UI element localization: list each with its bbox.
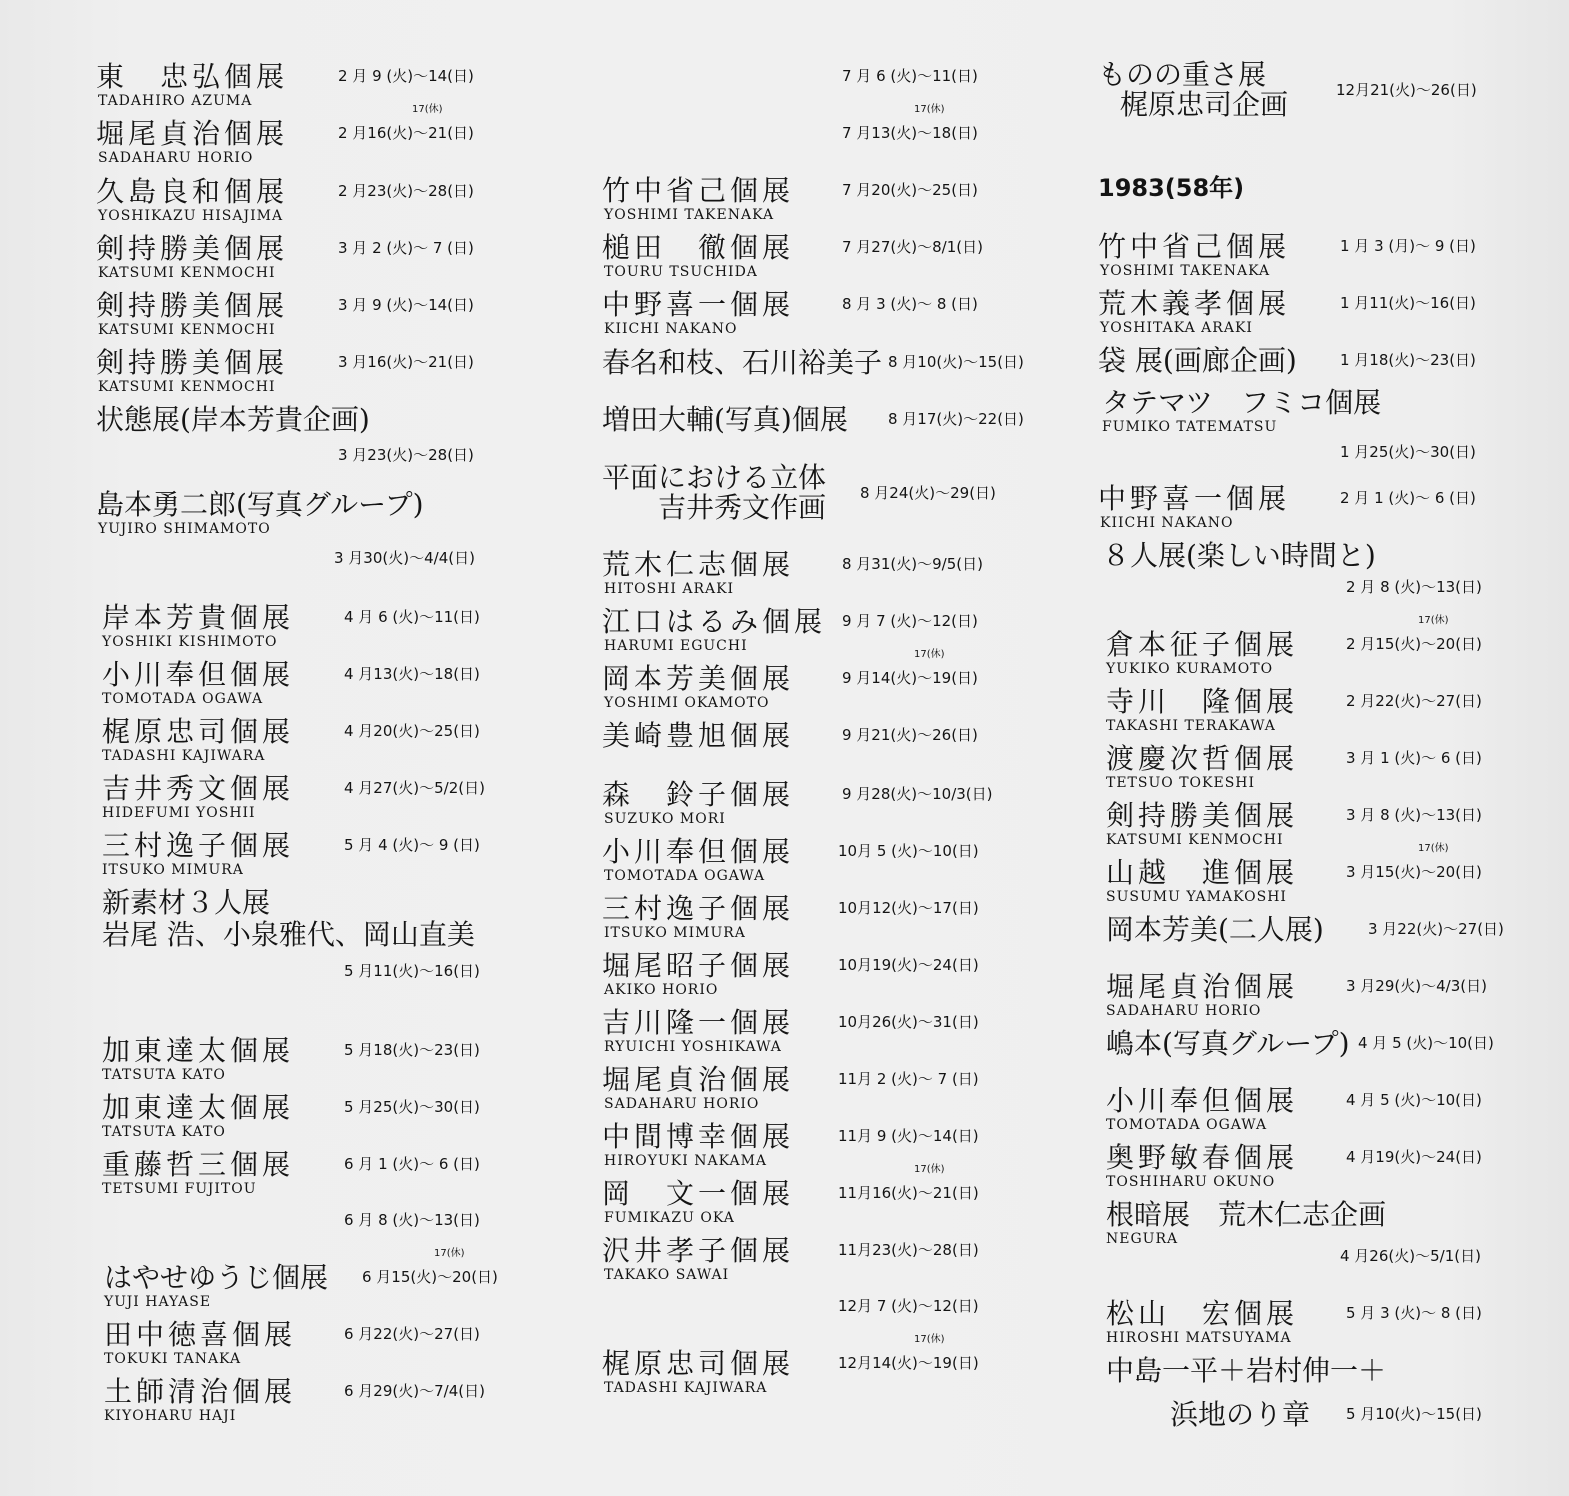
exhibition-date: 6 月 8 (火)～13(日) xyxy=(344,1211,480,1229)
artist-romaji: SADAHARU HORIO xyxy=(604,1096,760,1112)
exhibition-title: 小川奉但個展 xyxy=(1106,1084,1299,1117)
exhibition-subtitle: 浜地のり章 xyxy=(1170,1398,1311,1431)
artist-romaji: KIICHI NAKANO xyxy=(604,321,738,337)
exhibition-title: 寺川 隆個展 xyxy=(1106,685,1299,718)
exhibition-title: 根暗展 荒木仁志企画 xyxy=(1106,1198,1387,1231)
exhibition-title: 小川奉但個展 xyxy=(602,835,795,868)
exhibition-title: 三村逸子個展 xyxy=(102,829,295,862)
exhibition-date: 1 月11(火)～16(日) xyxy=(1340,294,1476,312)
exhibition-title: 重藤哲三個展 xyxy=(102,1148,295,1181)
exhibition-title: 島本勇二郎(写真グループ) xyxy=(96,488,424,521)
exhibition-date: 6 月15(火)～20(日) xyxy=(362,1268,498,1286)
exhibition-date: 11月 2 (火)～ 7 (日) xyxy=(838,1070,979,1088)
artist-romaji: FUMIKAZU OKA xyxy=(604,1210,735,1226)
exhibition-title: ものの重さ展 xyxy=(1098,58,1267,91)
exhibition-title: 剣持勝美個展 xyxy=(96,346,289,379)
artist-romaji: TOKUKI TANAKA xyxy=(104,1351,242,1367)
exhibition-title: 剣持勝美個展 xyxy=(1106,799,1299,832)
artist-romaji: TOMOTADA OGAWA xyxy=(1106,1117,1268,1133)
exhibition-title: 平面における立体 xyxy=(602,461,827,494)
artist-romaji: YUKIKO KURAMOTO xyxy=(1106,661,1274,677)
artist-romaji: KATSUMI KENMOCHI xyxy=(98,322,276,338)
artist-romaji: YOSHITAKA ARAKI xyxy=(1100,320,1253,336)
exhibition-title: タテマツ フミコ個展 xyxy=(1102,386,1382,419)
exhibition-date: 3 月 8 (火)～13(日) xyxy=(1346,806,1482,824)
exhibition-title: 中島一平＋岩村伸一＋ xyxy=(1106,1354,1387,1387)
exhibition-date: 10月12(火)～17(日) xyxy=(838,899,979,917)
exhibition-title: 剣持勝美個展 xyxy=(96,232,289,265)
holiday-note: 17(休) xyxy=(914,104,945,115)
exhibition-date: 1 月 3 (月)～ 9 (日) xyxy=(1340,237,1476,255)
exhibition-date: 4 月 5 (火)～10(日) xyxy=(1358,1034,1494,1052)
exhibition-date: 3 月22(火)～27(日) xyxy=(1368,920,1504,938)
exhibition-date: 4 月13(火)～18(日) xyxy=(344,665,480,683)
exhibition-date: 11月16(火)～21(日) xyxy=(838,1184,979,1202)
exhibition-title: 岡 文一個展 xyxy=(602,1177,795,1210)
artist-romaji: SADAHARU HORIO xyxy=(1106,1003,1262,1019)
exhibition-date: 2 月 8 (火)～13(日) xyxy=(1346,578,1482,596)
exhibition-date: 12月21(火)～26(日) xyxy=(1336,81,1477,99)
exhibition-title: 江口はるみ個展 xyxy=(602,605,827,638)
exhibition-title: 加東達太個展 xyxy=(102,1091,295,1124)
artist-romaji: TATSUTA KATO xyxy=(102,1067,226,1083)
artist-romaji: HIROSHI MATSUYAMA xyxy=(1106,1330,1292,1346)
exhibition-date: 4 月26(火)～5/1(日) xyxy=(1340,1247,1481,1265)
artist-romaji: KATSUMI KENMOCHI xyxy=(98,379,276,395)
artist-romaji: KIYOHARU HAJI xyxy=(104,1408,237,1424)
artist-romaji: TETSUMI FUJITOU xyxy=(102,1181,257,1197)
exhibition-title: 春名和枝、石川裕美子 xyxy=(602,346,883,379)
exhibition-title: ８人展(楽しい時間と) xyxy=(1102,539,1376,572)
artist-romaji: TATSUTA KATO xyxy=(102,1124,226,1140)
exhibition-date: 1 月18(火)～23(日) xyxy=(1340,351,1476,369)
exhibition-title: 沢井孝子個展 xyxy=(602,1234,795,1267)
exhibition-date: 2 月22(火)～27(日) xyxy=(1346,692,1482,710)
exhibition-date: 6 月 1 (火)～ 6 (日) xyxy=(344,1155,480,1173)
holiday-note: 17(休) xyxy=(914,1164,945,1175)
exhibition-date: 3 月 2 (火)～ 7 (日) xyxy=(338,239,474,257)
artist-romaji: TADAHIRO AZUMA xyxy=(98,93,253,109)
holiday-note: 17(休) xyxy=(914,649,945,660)
holiday-note: 17(休) xyxy=(412,104,443,115)
exhibition-date: 3 月30(火)～4/4(日) xyxy=(334,549,475,567)
artist-romaji: TAKAKO SAWAI xyxy=(604,1267,730,1283)
exhibition-title: 久島良和個展 xyxy=(96,175,289,208)
exhibition-date: 11月 9 (火)～14(日) xyxy=(838,1127,979,1145)
exhibition-title: 荒木義孝個展 xyxy=(1098,287,1291,320)
exhibition-date: 7 月 6 (火)～11(日) xyxy=(842,67,978,85)
exhibition-title: 小川奉但個展 xyxy=(102,658,295,691)
column-1 xyxy=(96,0,556,1496)
artist-romaji: YOSHIMI OKAMOTO xyxy=(604,695,770,711)
exhibition-title: 堀尾貞治個展 xyxy=(1106,970,1299,1003)
exhibition-date: 2 月16(火)～21(日) xyxy=(338,124,474,142)
exhibition-date: 12月14(火)～19(日) xyxy=(838,1354,979,1372)
exhibition-title: 梶原忠司個展 xyxy=(602,1347,795,1380)
exhibition-title: 森 鈴子個展 xyxy=(602,778,795,811)
exhibition-title: 岡本芳美個展 xyxy=(602,662,795,695)
exhibition-date: 3 月15(火)～20(日) xyxy=(1346,863,1482,881)
exhibition-title: 荒木仁志個展 xyxy=(602,548,795,581)
exhibition-title: 嶋本(写真グループ) xyxy=(1106,1027,1350,1060)
artist-romaji: TOURU TSUCHIDA xyxy=(604,264,758,280)
exhibition-date: 2 月23(火)～28(日) xyxy=(338,182,474,200)
exhibition-date: 10月26(火)～31(日) xyxy=(838,1013,979,1031)
holiday-note: 17(休) xyxy=(914,1334,945,1345)
exhibition-date: 5 月18(火)～23(日) xyxy=(344,1041,480,1059)
exhibition-date: 8 月 3 (火)～ 8 (日) xyxy=(842,295,978,313)
exhibition-date: 4 月 5 (火)～10(日) xyxy=(1346,1091,1482,1109)
artist-romaji: HIDEFUMI YOSHII xyxy=(102,805,256,821)
exhibition-date: 10月 5 (火)～10(日) xyxy=(838,842,979,860)
exhibition-title: はやせゆうじ個展 xyxy=(104,1261,329,1294)
artist-romaji: YOSHIMI TAKENAKA xyxy=(1100,263,1271,279)
exhibition-title: 槌田 徹個展 xyxy=(602,231,795,264)
artist-romaji: HITOSHI ARAKI xyxy=(604,581,735,597)
exhibition-title: 中間博幸個展 xyxy=(602,1120,795,1153)
artist-romaji: TADASHI KAJIWARA xyxy=(604,1380,768,1396)
exhibition-date: 1 月25(火)～30(日) xyxy=(1340,443,1476,461)
exhibition-title: 倉本征子個展 xyxy=(1106,628,1299,661)
exhibition-date: 12月 7 (火)～12(日) xyxy=(838,1297,979,1315)
artist-romaji: TETSUO TOKESHI xyxy=(1106,775,1256,791)
artist-romaji: AKIKO HORIO xyxy=(604,982,719,998)
exhibition-date: 6 月22(火)～27(日) xyxy=(344,1325,480,1343)
exhibition-date: 9 月14(火)～19(日) xyxy=(842,669,978,687)
exhibition-date: 3 月 1 (火)～ 6 (日) xyxy=(1346,749,1482,767)
exhibition-date: 3 月16(火)～21(日) xyxy=(338,353,474,371)
artist-romaji: NEGURA xyxy=(1106,1231,1179,1247)
exhibition-date: 2 月15(火)～20(日) xyxy=(1346,635,1482,653)
exhibition-date: 9 月 7 (火)～12(日) xyxy=(842,612,978,630)
exhibition-date: 5 月25(火)～30(日) xyxy=(344,1098,480,1116)
exhibition-date: 4 月19(火)～24(日) xyxy=(1346,1148,1482,1166)
artist-romaji: SUZUKO MORI xyxy=(604,811,726,827)
artist-romaji: HARUMI EGUCHI xyxy=(604,638,748,654)
exhibition-title: 中野喜一個展 xyxy=(1098,482,1291,515)
column-3 xyxy=(1098,0,1518,1496)
artist-romaji: TOSHIHARU OKUNO xyxy=(1106,1174,1276,1190)
artist-romaji: SADAHARU HORIO xyxy=(98,150,254,166)
exhibition-date: 4 月27(火)～5/2(日) xyxy=(344,779,485,797)
artist-romaji: TADASHI KAJIWARA xyxy=(102,748,266,764)
artist-romaji: YOSHIKAZU HISAJIMA xyxy=(98,208,284,224)
artist-romaji: ITSUKO MIMURA xyxy=(604,925,746,941)
exhibition-title: 東 忠弘個展 xyxy=(96,60,289,93)
exhibition-date: 5 月 3 (火)～ 8 (日) xyxy=(1346,1304,1482,1322)
exhibition-date: 8 月10(火)～15(日) xyxy=(888,353,1024,371)
exhibition-date: 7 月27(火)～8/1(日) xyxy=(842,238,983,256)
exhibition-date: 8 月17(火)～22(日) xyxy=(888,410,1024,428)
exhibition-title: 中野喜一個展 xyxy=(602,288,795,321)
exhibition-date: 6 月29(火)～7/4(日) xyxy=(344,1382,485,1400)
exhibition-date: 3 月 9 (火)～14(日) xyxy=(338,296,474,314)
exhibition-title: 渡慶次哲個展 xyxy=(1106,742,1299,775)
exhibition-title: 竹中省己個展 xyxy=(602,174,795,207)
artist-romaji: YUJIRO SHIMAMOTO xyxy=(98,521,271,537)
exhibition-date: 5 月11(火)～16(日) xyxy=(344,962,480,980)
exhibition-title: 吉川隆一個展 xyxy=(602,1006,795,1039)
exhibition-title: 状態展(岸本芳貴企画) xyxy=(96,403,370,436)
artist-romaji: RYUICHI YOSHIKAWA xyxy=(604,1039,782,1055)
exhibition-title: 松山 宏個展 xyxy=(1106,1297,1299,1330)
artist-romaji: SUSUMU YAMAKOSHI xyxy=(1106,889,1287,905)
column-2 xyxy=(602,0,1062,1496)
exhibition-title: 岸本芳貴個展 xyxy=(102,601,295,634)
artist-romaji: ITSUKO MIMURA xyxy=(102,862,244,878)
exhibition-date: 11月23(火)～28(日) xyxy=(838,1241,979,1259)
exhibition-title: 土師清治個展 xyxy=(104,1375,297,1408)
holiday-note: 17(休) xyxy=(1418,843,1449,854)
exhibition-title: 美崎豊旭個展 xyxy=(602,719,795,752)
holiday-note: 17(休) xyxy=(1418,615,1449,626)
exhibition-title: 増田大輔(写真)個展 xyxy=(602,403,848,436)
exhibition-date: 5 月10(火)～15(日) xyxy=(1346,1405,1482,1423)
exhibition-date: 3 月23(火)～28(日) xyxy=(338,446,474,464)
exhibition-title: 山越 進個展 xyxy=(1106,856,1299,889)
exhibition-title: 岡本芳美(二人展) xyxy=(1106,913,1324,946)
exhibition-title: 堀尾貞治個展 xyxy=(96,117,289,150)
exhibition-date: 8 月24(火)～29(日) xyxy=(860,484,996,502)
exhibition-subtitle: 梶原忠司企画 xyxy=(1120,88,1289,121)
artist-romaji: FUMIKO TATEMATSU xyxy=(1102,419,1278,435)
exhibition-date: 4 月 6 (火)～11(日) xyxy=(344,608,480,626)
exhibition-date: 2 月 1 (火)～ 6 (日) xyxy=(1340,489,1476,507)
exhibition-date: 7 月20(火)～25(日) xyxy=(842,181,978,199)
exhibition-date: 5 月 4 (火)～ 9 (日) xyxy=(344,836,480,854)
exhibition-date: 8 月31(火)～9/5(日) xyxy=(842,555,983,573)
exhibition-title: 堀尾昭子個展 xyxy=(602,949,795,982)
artist-romaji: TOMOTADA OGAWA xyxy=(102,691,264,707)
artist-romaji: KIICHI NAKANO xyxy=(1100,515,1234,531)
artist-romaji: TOMOTADA OGAWA xyxy=(604,868,766,884)
exhibition-subtitle: 岩尾 浩、小泉雅代、岡山直美 xyxy=(102,918,475,951)
exhibition-title: 三村逸子個展 xyxy=(602,892,795,925)
artist-romaji: YUJI HAYASE xyxy=(104,1294,212,1310)
artist-romaji: YOSHIKI KISHIMOTO xyxy=(102,634,278,650)
exhibition-title: 加東達太個展 xyxy=(102,1034,295,1067)
exhibition-title: 吉井秀文個展 xyxy=(102,772,295,805)
artist-romaji: TAKASHI TERAKAWA xyxy=(1106,718,1276,734)
exhibition-date: 9 月21(火)～26(日) xyxy=(842,726,978,744)
exhibition-date: 7 月13(火)～18(日) xyxy=(842,124,978,142)
artist-romaji: KATSUMI KENMOCHI xyxy=(98,265,276,281)
exhibition-date: 9 月28(火)～10/3(日) xyxy=(842,785,993,803)
year-heading: 1983(58年) xyxy=(1098,174,1245,202)
exhibition-title: 剣持勝美個展 xyxy=(96,289,289,322)
exhibition-title: 堀尾貞治個展 xyxy=(602,1063,795,1096)
exhibition-title: 新素材３人展 xyxy=(102,886,271,919)
exhibition-title: 田中徳喜個展 xyxy=(104,1318,297,1351)
exhibition-title: 竹中省己個展 xyxy=(1098,230,1291,263)
artist-romaji: KATSUMI KENMOCHI xyxy=(1106,832,1284,848)
exhibition-title: 梶原忠司個展 xyxy=(102,715,295,748)
holiday-note: 17(休) xyxy=(434,1248,465,1259)
artist-romaji: HIROYUKI NAKAMA xyxy=(604,1153,768,1169)
exhibition-subtitle: 吉井秀文作画 xyxy=(658,491,827,524)
exhibition-title: 袋 展(画廊企画) xyxy=(1098,344,1297,377)
exhibition-title: 奥野敏春個展 xyxy=(1106,1141,1299,1174)
exhibition-date: 3 月29(火)～4/3(日) xyxy=(1346,977,1487,995)
exhibition-date: 4 月20(火)～25(日) xyxy=(344,722,480,740)
artist-romaji: YOSHIMI TAKENAKA xyxy=(604,207,775,223)
exhibition-date: 10月19(火)～24(日) xyxy=(838,956,979,974)
exhibition-date: 2 月 9 (火)～14(日) xyxy=(338,67,474,85)
